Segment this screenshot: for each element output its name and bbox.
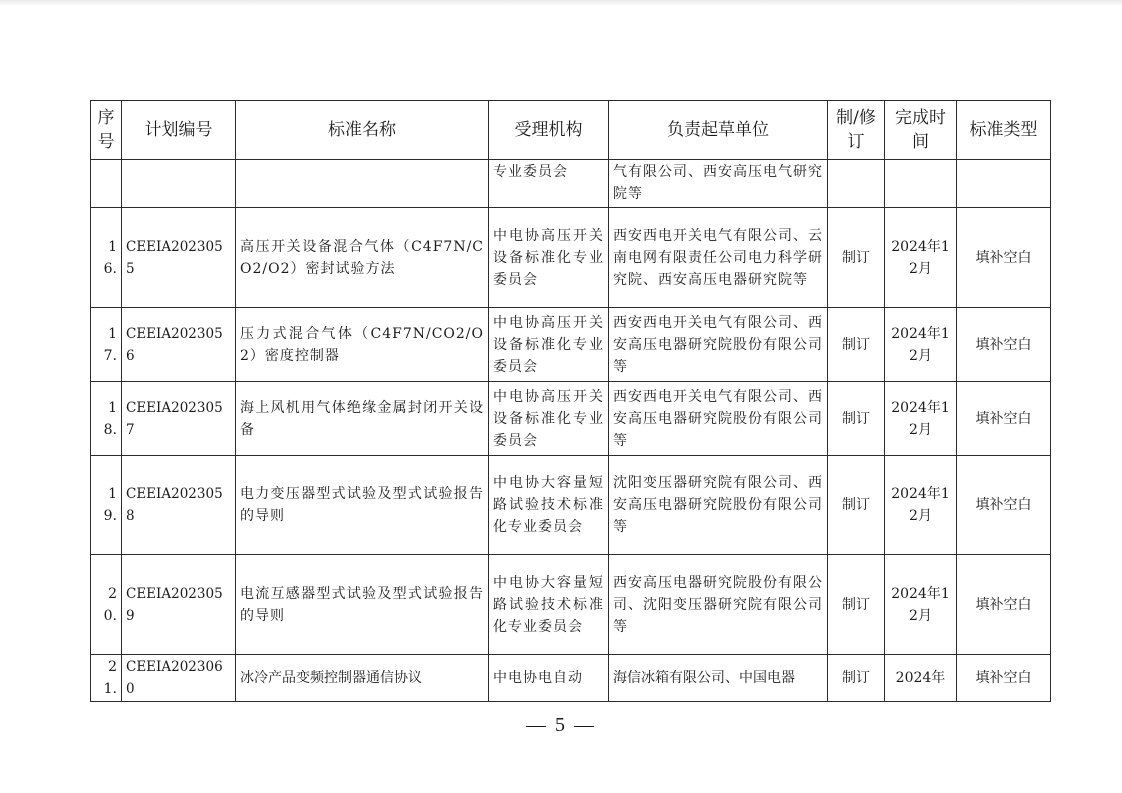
row-name: 海上风机用气体绝缘金属封闭开关设备 (236, 382, 489, 456)
row-drafter: 西安西电开关电气有限公司、云南电网有限责任公司电力科学研究院、西安高压电器研究院等 (609, 208, 828, 308)
row-seq: 21. (91, 655, 122, 702)
row-type-revision: 制订 (828, 382, 885, 456)
page-number: — 5 — (526, 714, 596, 736)
table-row (91, 655, 1051, 702)
table-row (91, 456, 1051, 555)
row-type-revision: 制订 (828, 456, 885, 555)
row-name: 压力式混合气体（C4F7N/CO2/O2）密度控制器 (236, 308, 489, 382)
row-date: 2024年12月 (885, 208, 957, 308)
row-standard-type: 填补空白 (957, 555, 1051, 655)
row-seq: 19. (91, 456, 122, 555)
row-seq: 20. (91, 555, 122, 655)
row-date: 2024年12月 (885, 456, 957, 555)
row-agency: 中电协高压开关设备标准化专业委员会 (489, 208, 609, 308)
table-row (91, 382, 1051, 456)
table-row (91, 308, 1051, 382)
row-date: 2024年12月 (885, 382, 957, 456)
table-row (91, 208, 1051, 308)
row-drafter: 西安西电开关电气有限公司、西安高压电器研究院股份有限公司等 (609, 308, 828, 382)
row-drafter: 西安高压电器研究院股份有限公司、沈阳变压器研究院有限公司等 (609, 555, 828, 655)
row-standard-type: 填补空白 (957, 382, 1051, 456)
row-date (885, 160, 957, 208)
row-type-revision: 制订 (828, 208, 885, 308)
table-row (91, 555, 1051, 655)
row-date: 2024年12月 (885, 555, 957, 655)
row-drafter: 西安西电开关电气有限公司、西安高压电器研究院股份有限公司等 (609, 382, 828, 456)
row-seq: 17. (91, 308, 122, 382)
header-completion-date: 完成时间 (885, 101, 957, 160)
row-agency: 中电协高压开关设备标准化专业委员会 (489, 382, 609, 456)
row-code: CEEIA2023060 (122, 655, 236, 702)
row-name: 电流互感器型式试验及型式试验报告的导则 (236, 555, 489, 655)
row-code: CEEIA2023055 (122, 208, 236, 308)
row-drafter: 气有限公司、西安高压电气研究院等 (609, 160, 828, 208)
row-agency: 中电协电自动 (489, 655, 609, 702)
header-standard-type: 标准类型 (957, 101, 1051, 160)
row-name (236, 160, 489, 208)
header-drafting-unit: 负责起草单位 (609, 101, 828, 160)
row-drafter: 海信冰箱有限公司、中国电器 (609, 655, 828, 702)
row-date: 2024年 (885, 655, 957, 702)
row-code (122, 160, 236, 208)
table-header-row (91, 101, 1051, 160)
row-code: CEEIA2023056 (122, 308, 236, 382)
standards-plan-table (90, 100, 1051, 702)
row-code: CEEIA2023057 (122, 382, 236, 456)
row-type-revision: 制订 (828, 555, 885, 655)
row-seq: 18. (91, 382, 122, 456)
row-standard-type: 填补空白 (957, 456, 1051, 555)
header-seq: 序号 (91, 101, 122, 160)
header-standard-name: 标准名称 (236, 101, 489, 160)
row-name: 高压开关设备混合气体（C4F7N/CO2/O2）密封试验方法 (236, 208, 489, 308)
row-agency: 中电协大容量短路试验技术标准化专业委员会 (489, 555, 609, 655)
row-name: 电力变压器型式试验及型式试验报告的导则 (236, 456, 489, 555)
row-drafter: 沈阳变压器研究院有限公司、西安高压电器研究院股份有限公司等 (609, 456, 828, 555)
row-agency: 中电协大容量短路试验技术标准化专业委员会 (489, 456, 609, 555)
row-type-revision: 制订 (828, 655, 885, 702)
row-seq (91, 160, 122, 208)
table-row (91, 160, 1051, 208)
row-standard-type: 填补空白 (957, 308, 1051, 382)
header-agency: 受理机构 (489, 101, 609, 160)
row-date: 2024年12月 (885, 308, 957, 382)
header-type-revision: 制/修订 (828, 101, 885, 160)
header-plan-code: 计划编号 (122, 101, 236, 160)
row-standard-type: 填补空白 (957, 655, 1051, 702)
row-agency: 专业委员会 (489, 160, 609, 208)
row-name: 冰冷产品变频控制器通信协议 (236, 655, 489, 702)
row-standard-type (957, 160, 1051, 208)
row-code: CEEIA2023058 (122, 456, 236, 555)
row-type-revision: 制订 (828, 308, 885, 382)
row-agency: 中电协高压开关设备标准化专业委员会 (489, 308, 609, 382)
row-code: CEEIA2023059 (122, 555, 236, 655)
page-top-edge (0, 0, 1122, 6)
row-type-revision (828, 160, 885, 208)
row-seq: 16. (91, 208, 122, 308)
row-standard-type: 填补空白 (957, 208, 1051, 308)
